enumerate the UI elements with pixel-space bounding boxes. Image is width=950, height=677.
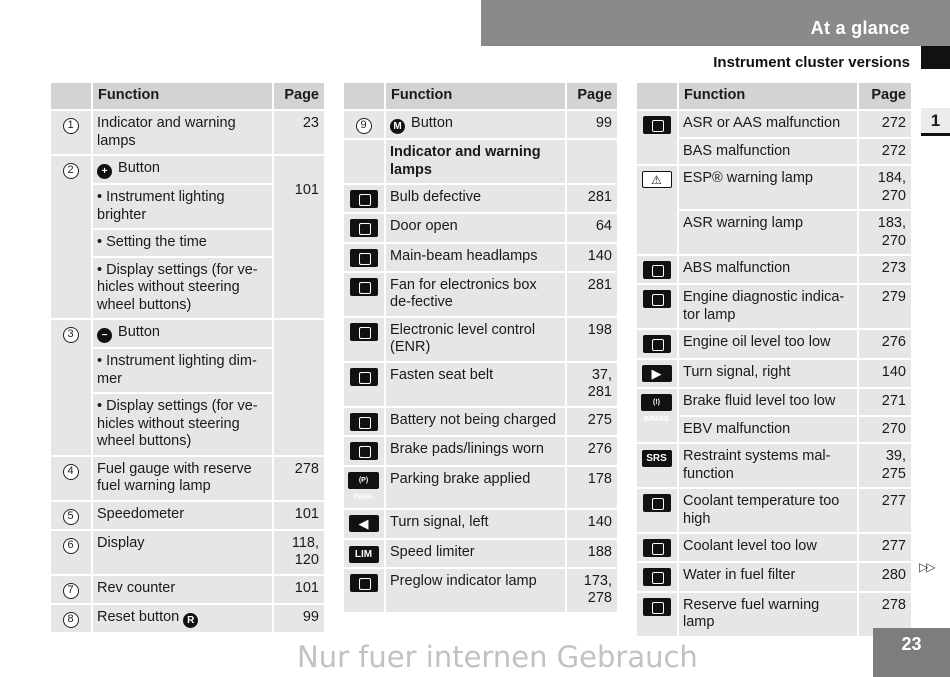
function-text: Fuel gauge with reserve fuel warning lamp xyxy=(92,456,273,501)
page-ref: 271 xyxy=(858,388,912,416)
table-row xyxy=(636,138,912,166)
header-function: Function xyxy=(678,82,858,110)
page-ref: 198 xyxy=(566,317,618,362)
callout-number: 5 xyxy=(63,509,79,525)
watermark: Nur fuer internen Gebrauch xyxy=(297,640,698,674)
table-row xyxy=(636,388,912,416)
page-ref: 276 xyxy=(858,329,912,358)
function-text: Reserve fuel warning lamp xyxy=(678,592,858,637)
table-row xyxy=(343,243,618,272)
table-row xyxy=(636,592,912,637)
reset-button-icon: R xyxy=(183,613,198,628)
table-row xyxy=(50,501,325,530)
header-page: Page xyxy=(858,82,912,110)
fan-icon xyxy=(350,278,378,296)
function-text: • Instrument lighting dim-mer xyxy=(92,348,273,393)
table-row xyxy=(343,509,618,539)
function-text: • Instrument lighting brighter xyxy=(92,184,273,229)
function-table-3 xyxy=(635,81,913,638)
page-ref: 173, 278 xyxy=(566,568,618,613)
page-ref: 281 xyxy=(566,184,618,213)
function-text: Brake fluid level too low xyxy=(678,388,858,416)
function-text: Restraint systems mal-function xyxy=(678,443,858,488)
function-text: Electronic level control (ENR) xyxy=(385,317,566,362)
header-function: Function xyxy=(385,82,566,110)
table-row xyxy=(50,604,325,633)
function-text: Reset button xyxy=(97,608,180,625)
page-ref: 278 xyxy=(273,456,325,501)
header-marker xyxy=(921,46,950,69)
function-text: • Display settings (for ve-hicles without steering wheel buttons) xyxy=(92,257,273,320)
table-row xyxy=(50,530,325,575)
function-text: Turn signal, right xyxy=(678,359,858,389)
page-ref: 276 xyxy=(566,436,618,465)
page-ref: 280 xyxy=(858,562,912,591)
page-ref: 277 xyxy=(858,533,912,562)
main-beam-icon xyxy=(350,249,378,267)
table-row xyxy=(343,568,618,613)
turn-right-icon: ▶ xyxy=(642,365,672,382)
header-function: Function xyxy=(92,82,273,110)
function-text: ESP® warning lamp xyxy=(678,165,858,210)
callout-number: 2 xyxy=(63,163,79,179)
table-row xyxy=(343,436,618,465)
seat-belt-icon xyxy=(350,368,378,386)
function-text: Fasten seat belt xyxy=(385,362,566,407)
brake-fluid-icon: (!) BRAKE xyxy=(641,394,672,411)
menu-button-icon: M xyxy=(390,119,405,134)
page-ref: 39, 275 xyxy=(858,443,912,488)
function-text: Preglow indicator lamp xyxy=(385,568,566,613)
fuel-reserve-icon xyxy=(643,598,671,616)
page-header-title: At a glance xyxy=(810,18,910,38)
table-row xyxy=(636,165,912,210)
header-number xyxy=(343,82,385,110)
page-ref: 275 xyxy=(566,407,618,436)
function-table-1 xyxy=(49,81,326,634)
table-row xyxy=(636,359,912,389)
page-ref: 23 xyxy=(273,110,325,155)
table-row xyxy=(343,110,618,139)
table-row xyxy=(636,562,912,591)
page-ref: 279 xyxy=(858,284,912,329)
page-ref: 101 xyxy=(273,575,325,604)
function-table-2 xyxy=(342,81,619,614)
function-text: Parking brake applied xyxy=(385,466,566,510)
callout-number: 6 xyxy=(63,538,79,554)
function-text: Engine diagnostic indica-tor lamp xyxy=(678,284,858,329)
battery-icon xyxy=(350,413,378,431)
table-row xyxy=(50,155,325,184)
continue-arrows-icon: ▷▷ xyxy=(919,560,934,574)
table-row xyxy=(50,319,325,348)
chapter-tab: 1 xyxy=(921,108,950,136)
page-ref: 37, 281 xyxy=(566,362,618,407)
function-text: Water in fuel filter xyxy=(678,562,858,591)
function-text: • Setting the time xyxy=(92,229,273,257)
page-ref: 99 xyxy=(273,604,325,633)
page-ref: 281 xyxy=(566,272,618,317)
page-ref: 140 xyxy=(566,243,618,272)
table-row xyxy=(636,443,912,488)
water-fuel-icon xyxy=(643,568,671,586)
page-ref: 273 xyxy=(858,255,912,284)
warning-triangle-icon: ⚠ xyxy=(642,171,672,188)
table-row xyxy=(343,539,618,568)
page-ref: 278 xyxy=(858,592,912,637)
function-text: Speedometer xyxy=(92,501,273,530)
page-ref: 99 xyxy=(566,110,618,139)
function-text: • Display settings (for ve-hicles without steering wheel buttons) xyxy=(92,393,273,456)
coolant-level-icon xyxy=(643,539,671,557)
function-text: Coolant level too low xyxy=(678,533,858,562)
function-text: ASR warning lamp xyxy=(678,210,858,255)
table-row xyxy=(636,533,912,562)
table-row xyxy=(343,213,618,242)
function-text: Speed limiter xyxy=(385,539,566,568)
callout-number: 1 xyxy=(63,118,79,134)
callout-number: 4 xyxy=(63,464,79,480)
function-text: EBV malfunction xyxy=(678,416,858,444)
parking-brake-icon: (P) PARK xyxy=(348,472,379,489)
srs-icon: SRS xyxy=(642,450,672,467)
page-ref: 101 xyxy=(294,182,319,198)
table-row xyxy=(50,456,325,501)
page-ref: 272 xyxy=(858,138,912,166)
header-page: Page xyxy=(566,82,618,110)
bulb-icon xyxy=(350,190,378,208)
page-ref: 140 xyxy=(858,359,912,389)
page-ref: 272 xyxy=(858,110,912,138)
function-text: BAS malfunction xyxy=(678,138,858,166)
page-number: 23 xyxy=(873,628,950,677)
speed-limiter-icon: LIM xyxy=(349,546,379,563)
callout-number: 9 xyxy=(356,118,372,134)
table-row xyxy=(50,575,325,604)
function-text: Indicator and warning lamps xyxy=(92,110,273,155)
callout-number: 7 xyxy=(63,583,79,599)
function-text: Button xyxy=(118,324,160,340)
brake-pad-icon xyxy=(350,442,378,460)
table-row xyxy=(343,184,618,213)
table-row xyxy=(636,416,912,444)
function-text: Rev counter xyxy=(92,575,273,604)
function-text: Door open xyxy=(385,213,566,242)
page-ref: 178 xyxy=(566,466,618,510)
table-row xyxy=(636,255,912,284)
page-ref: 118, 120 xyxy=(273,530,325,575)
asr-icon xyxy=(643,116,671,134)
table-row xyxy=(343,317,618,362)
table-row xyxy=(636,284,912,329)
function-text: ABS malfunction xyxy=(678,255,858,284)
table-row xyxy=(636,110,912,138)
table-row xyxy=(343,139,618,184)
header-number xyxy=(50,82,92,110)
function-text: Button xyxy=(118,160,160,176)
level-control-icon xyxy=(350,323,378,341)
header-page: Page xyxy=(273,82,325,110)
function-text: Brake pads/linings worn xyxy=(385,436,566,465)
function-text: Coolant temperature too high xyxy=(678,488,858,533)
table-row xyxy=(343,362,618,407)
table-row xyxy=(636,488,912,533)
coolant-temp-icon xyxy=(643,494,671,512)
preglow-icon xyxy=(350,574,378,592)
page-ref: 184, 270 xyxy=(858,165,912,210)
function-text: Engine oil level too low xyxy=(678,329,858,358)
table-row xyxy=(50,110,325,155)
table-row xyxy=(343,407,618,436)
table-row xyxy=(343,272,618,317)
page-ref: 183, 270 xyxy=(858,210,912,255)
function-text: Fan for electronics box de-fective xyxy=(385,272,566,317)
function-text: Main-beam headlamps xyxy=(385,243,566,272)
subheading: Indicator and warning lamps xyxy=(385,139,566,184)
function-text: Turn signal, left xyxy=(385,509,566,539)
turn-left-icon: ◀ xyxy=(349,515,379,532)
door-icon xyxy=(350,219,378,237)
minus-button-icon: − xyxy=(97,328,112,343)
function-text: Bulb defective xyxy=(385,184,566,213)
oil-icon xyxy=(643,335,671,353)
table-row xyxy=(636,329,912,358)
callout-number: 8 xyxy=(63,612,79,628)
page-ref: 64 xyxy=(566,213,618,242)
table-row xyxy=(636,210,912,255)
abs-icon xyxy=(643,261,671,279)
function-text: Battery not being charged xyxy=(385,407,566,436)
page-ref: 188 xyxy=(566,539,618,568)
table-row xyxy=(343,466,618,510)
page-ref: 140 xyxy=(566,509,618,539)
header-number xyxy=(636,82,678,110)
function-text: Button xyxy=(411,115,453,131)
function-text: Display xyxy=(92,530,273,575)
page-ref: 270 xyxy=(858,416,912,444)
engine-icon xyxy=(643,290,671,308)
callout-number: 3 xyxy=(63,327,79,343)
plus-button-icon: + xyxy=(97,164,112,179)
section-title: Instrument cluster versions xyxy=(713,54,910,71)
page-ref: 101 xyxy=(273,501,325,530)
function-text: ASR or AAS malfunction xyxy=(678,110,858,138)
page-ref: 277 xyxy=(858,488,912,533)
